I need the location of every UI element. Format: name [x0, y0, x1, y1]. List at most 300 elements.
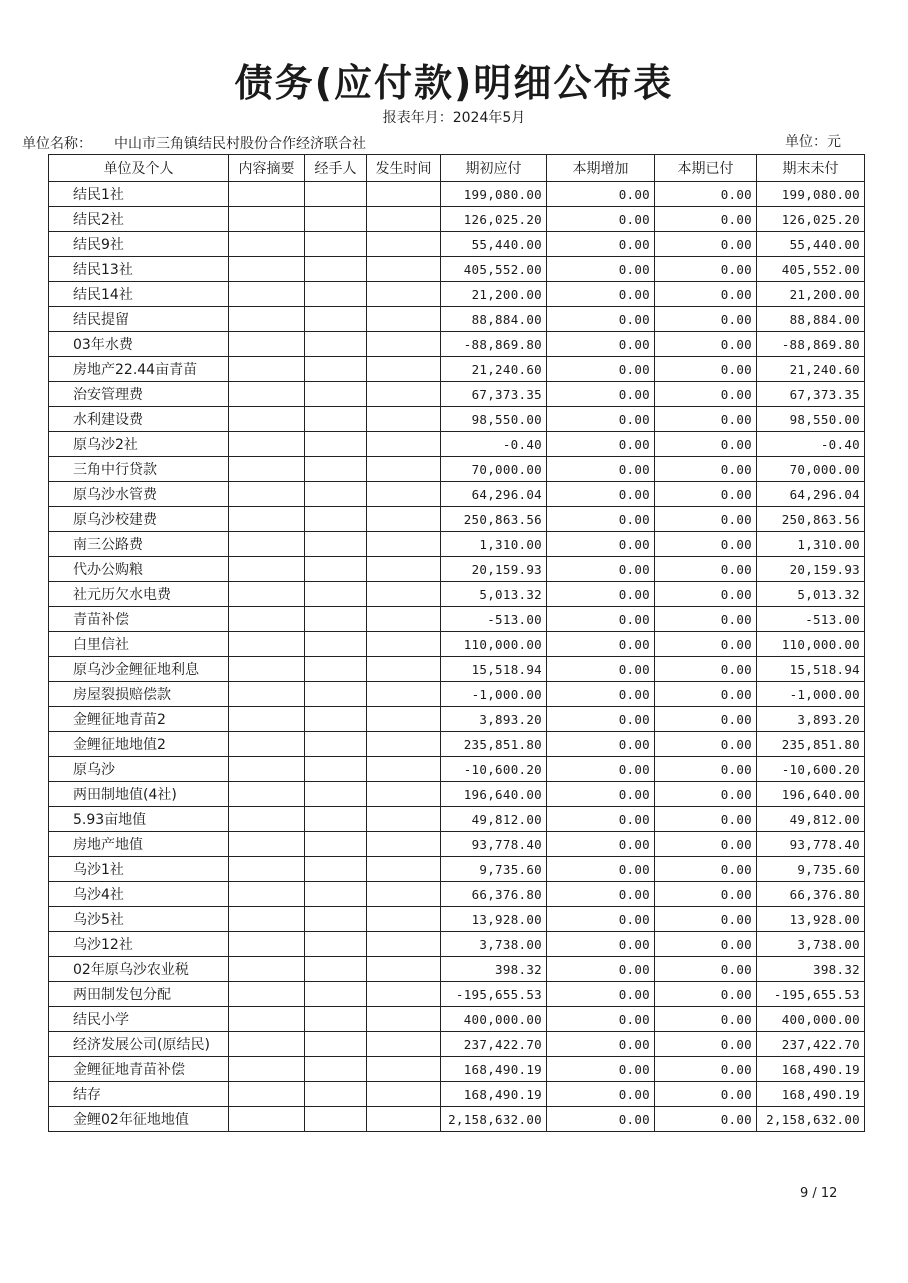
cell-paid: 0.00 — [655, 1107, 757, 1132]
cell-paid: 0.00 — [655, 932, 757, 957]
cell-closing: 110,000.00 — [757, 632, 865, 657]
cell-handler — [305, 1107, 367, 1132]
cell-paid: 0.00 — [655, 557, 757, 582]
table-row — [49, 332, 865, 357]
cell-opening: 20,159.93 — [441, 557, 547, 582]
cell-opening: -88,869.80 — [441, 332, 547, 357]
cell-closing: 126,025.20 — [757, 207, 865, 232]
cell-summary — [229, 257, 305, 282]
cell-paid: 0.00 — [655, 882, 757, 907]
cell-date — [367, 257, 441, 282]
cell-summary — [229, 207, 305, 232]
cell-closing: -88,869.80 — [757, 332, 865, 357]
cell-paid: 0.00 — [655, 1032, 757, 1057]
cell-paid: 0.00 — [655, 207, 757, 232]
cell-paid: 0.00 — [655, 1007, 757, 1032]
cell-handler — [305, 1082, 367, 1107]
cell-summary — [229, 482, 305, 507]
cell-entity: 金鲤征地地值2 — [49, 732, 229, 757]
cell-paid: 0.00 — [655, 982, 757, 1007]
cell-summary — [229, 457, 305, 482]
cell-added: 0.00 — [547, 232, 655, 257]
cell-entity: 乌沙5社 — [49, 907, 229, 932]
cell-summary — [229, 382, 305, 407]
cell-opening: 15,518.94 — [441, 657, 547, 682]
cell-summary — [229, 757, 305, 782]
cell-summary — [229, 182, 305, 207]
cell-paid: 0.00 — [655, 332, 757, 357]
cell-added: 0.00 — [547, 407, 655, 432]
cell-entity: 结民1社 — [49, 182, 229, 207]
cell-closing: 168,490.19 — [757, 1057, 865, 1082]
cell-opening: -513.00 — [441, 607, 547, 632]
cell-added: 0.00 — [547, 557, 655, 582]
cell-added: 0.00 — [547, 782, 655, 807]
cell-handler — [305, 532, 367, 557]
cell-closing: 21,200.00 — [757, 282, 865, 307]
cell-summary — [229, 857, 305, 882]
cell-entity: 原乌沙2社 — [49, 432, 229, 457]
cell-entity: 房屋裂损赔偿款 — [49, 682, 229, 707]
table-row — [49, 707, 865, 732]
cell-paid: 0.00 — [655, 757, 757, 782]
cell-opening: -10,600.20 — [441, 757, 547, 782]
report-period: 报表年月：2024年5月 — [382, 110, 526, 126]
table-row — [49, 1007, 865, 1032]
cell-closing: -513.00 — [757, 607, 865, 632]
cell-entity: 水利建设费 — [49, 407, 229, 432]
cell-opening: 49,812.00 — [441, 807, 547, 832]
cell-date — [367, 557, 441, 582]
cell-entity: 结民13社 — [49, 257, 229, 282]
cell-added: 0.00 — [547, 607, 655, 632]
page-number: 9 / 12 — [800, 1186, 838, 1201]
table-row — [49, 382, 865, 407]
cell-summary — [229, 632, 305, 657]
cell-opening: 199,080.00 — [441, 182, 547, 207]
cell-opening: 98,550.00 — [441, 407, 547, 432]
cell-date — [367, 907, 441, 932]
cell-paid: 0.00 — [655, 582, 757, 607]
cell-date — [367, 732, 441, 757]
cell-handler — [305, 732, 367, 757]
cell-closing: 3,893.20 — [757, 707, 865, 732]
cell-opening: 3,738.00 — [441, 932, 547, 957]
cell-entity: 金鲤02年征地地值 — [49, 1107, 229, 1132]
cell-added: 0.00 — [547, 657, 655, 682]
cell-closing: 250,863.56 — [757, 507, 865, 532]
cell-summary — [229, 882, 305, 907]
cell-opening: 168,490.19 — [441, 1082, 547, 1107]
cell-closing: 5,013.32 — [757, 582, 865, 607]
cell-paid: 0.00 — [655, 1057, 757, 1082]
cell-summary — [229, 1032, 305, 1057]
cell-handler — [305, 807, 367, 832]
table-row — [49, 932, 865, 957]
cell-opening: 66,376.80 — [441, 882, 547, 907]
table-row — [49, 1107, 865, 1132]
cell-date — [367, 1082, 441, 1107]
cell-handler — [305, 857, 367, 882]
cell-entity: 两田制地值(4社) — [49, 782, 229, 807]
cell-paid: 0.00 — [655, 182, 757, 207]
cell-paid: 0.00 — [655, 657, 757, 682]
table-row — [49, 357, 865, 382]
cell-opening: 2,158,632.00 — [441, 1107, 547, 1132]
cell-added: 0.00 — [547, 807, 655, 832]
cell-entity: 治安管理费 — [49, 382, 229, 407]
cell-added: 0.00 — [547, 857, 655, 882]
cell-summary — [229, 532, 305, 557]
table-row — [49, 407, 865, 432]
cell-handler — [305, 507, 367, 532]
cell-closing: 405,552.00 — [757, 257, 865, 282]
cell-paid: 0.00 — [655, 807, 757, 832]
cell-opening: 70,000.00 — [441, 457, 547, 482]
cell-added: 0.00 — [547, 632, 655, 657]
cell-summary — [229, 732, 305, 757]
cell-entity: 经济发展公司(原结民) — [49, 1032, 229, 1057]
cell-date — [367, 707, 441, 732]
cell-opening: 250,863.56 — [441, 507, 547, 532]
cell-date — [367, 982, 441, 1007]
cell-paid: 0.00 — [655, 732, 757, 757]
cell-handler — [305, 382, 367, 407]
table-row — [49, 532, 865, 557]
cell-closing: 20,159.93 — [757, 557, 865, 582]
table-row — [49, 282, 865, 307]
cell-opening: 5,013.32 — [441, 582, 547, 607]
cell-entity: 结存 — [49, 1082, 229, 1107]
cell-added: 0.00 — [547, 957, 655, 982]
cell-closing: 1,310.00 — [757, 532, 865, 557]
cell-date — [367, 207, 441, 232]
cell-summary — [229, 307, 305, 332]
table-row — [49, 582, 865, 607]
cell-opening: 110,000.00 — [441, 632, 547, 657]
cell-opening: 398.32 — [441, 957, 547, 982]
table-row — [49, 232, 865, 257]
cell-closing: 93,778.40 — [757, 832, 865, 857]
cell-handler — [305, 1057, 367, 1082]
cell-entity: 原乌沙水管费 — [49, 482, 229, 507]
cell-summary — [229, 1082, 305, 1107]
table-header-row — [49, 155, 865, 182]
cell-summary — [229, 707, 305, 732]
cell-added: 0.00 — [547, 907, 655, 932]
table-row — [49, 682, 865, 707]
cell-handler — [305, 432, 367, 457]
cell-handler — [305, 332, 367, 357]
cell-paid: 0.00 — [655, 407, 757, 432]
cell-opening: 88,884.00 — [441, 307, 547, 332]
table-row — [49, 857, 865, 882]
unit-name-label: 单位名称： — [22, 136, 92, 152]
table-row — [49, 507, 865, 532]
cell-summary — [229, 582, 305, 607]
cell-opening: 67,373.35 — [441, 382, 547, 407]
cell-added: 0.00 — [547, 1057, 655, 1082]
cell-summary — [229, 1057, 305, 1082]
cell-added: 0.00 — [547, 482, 655, 507]
cell-summary — [229, 982, 305, 1007]
cell-entity: 5.93亩地值 — [49, 807, 229, 832]
cell-date — [367, 332, 441, 357]
cell-paid: 0.00 — [655, 1082, 757, 1107]
unit-name-line — [22, 133, 366, 153]
cell-closing: 70,000.00 — [757, 457, 865, 482]
table-row — [49, 607, 865, 632]
cell-handler — [305, 282, 367, 307]
cell-date — [367, 282, 441, 307]
cell-entity: 青苗补偿 — [49, 607, 229, 632]
cell-date — [367, 457, 441, 482]
cell-entity: 乌沙4社 — [49, 882, 229, 907]
cell-paid: 0.00 — [655, 307, 757, 332]
cell-date — [367, 657, 441, 682]
cell-date — [367, 1057, 441, 1082]
cell-entity: 三角中行贷款 — [49, 457, 229, 482]
cell-paid: 0.00 — [655, 382, 757, 407]
column-header-handler: 经手人 — [305, 155, 367, 182]
table-row — [49, 482, 865, 507]
cell-closing: 64,296.04 — [757, 482, 865, 507]
column-header-date: 发生时间 — [367, 155, 441, 182]
cell-closing: 9,735.60 — [757, 857, 865, 882]
cell-closing: 196,640.00 — [757, 782, 865, 807]
column-header-paid: 本期已付 — [655, 155, 757, 182]
cell-entity: 结民小学 — [49, 1007, 229, 1032]
cell-opening: -1,000.00 — [441, 682, 547, 707]
cell-paid: 0.00 — [655, 682, 757, 707]
cell-entity: 结民14社 — [49, 282, 229, 307]
cell-opening: 126,025.20 — [441, 207, 547, 232]
cell-paid: 0.00 — [655, 432, 757, 457]
cell-opening: 1,310.00 — [441, 532, 547, 557]
cell-closing: 2,158,632.00 — [757, 1107, 865, 1132]
cell-added: 0.00 — [547, 757, 655, 782]
cell-closing: 55,440.00 — [757, 232, 865, 257]
cell-date — [367, 857, 441, 882]
cell-closing: 66,376.80 — [757, 882, 865, 907]
cell-handler — [305, 707, 367, 732]
cell-date — [367, 532, 441, 557]
cell-summary — [229, 932, 305, 957]
cell-date — [367, 607, 441, 632]
cell-added: 0.00 — [547, 1007, 655, 1032]
cell-added: 0.00 — [547, 257, 655, 282]
cell-handler — [305, 932, 367, 957]
cell-entity: 社元历欠水电费 — [49, 582, 229, 607]
cell-date — [367, 632, 441, 657]
cell-paid: 0.00 — [655, 957, 757, 982]
unit-name-value: 中山市三角镇结民村股份合作经济联合社 — [114, 136, 366, 152]
cell-handler — [305, 1007, 367, 1032]
column-header-entity: 单位及个人 — [49, 155, 229, 182]
cell-handler — [305, 657, 367, 682]
cell-paid: 0.00 — [655, 357, 757, 382]
cell-handler — [305, 407, 367, 432]
cell-added: 0.00 — [547, 982, 655, 1007]
cell-entity: 03年水费 — [49, 332, 229, 357]
table-row — [49, 1032, 865, 1057]
cell-entity: 原乌沙 — [49, 757, 229, 782]
cell-added: 0.00 — [547, 357, 655, 382]
cell-closing: 398.32 — [757, 957, 865, 982]
cell-added: 0.00 — [547, 382, 655, 407]
cell-entity: 金鲤征地青苗补偿 — [49, 1057, 229, 1082]
cell-entity: 代办公购粮 — [49, 557, 229, 582]
cell-handler — [305, 257, 367, 282]
cell-paid: 0.00 — [655, 607, 757, 632]
cell-paid: 0.00 — [655, 632, 757, 657]
cell-handler — [305, 1032, 367, 1057]
cell-paid: 0.00 — [655, 707, 757, 732]
cell-date — [367, 432, 441, 457]
cell-closing: 13,928.00 — [757, 907, 865, 932]
table-row — [49, 982, 865, 1007]
cell-closing: -195,655.53 — [757, 982, 865, 1007]
cell-date — [367, 582, 441, 607]
table-row — [49, 882, 865, 907]
cell-closing: 67,373.35 — [757, 382, 865, 407]
cell-entity: 房地产22.44亩青苗 — [49, 357, 229, 382]
cell-handler — [305, 957, 367, 982]
cell-closing: 98,550.00 — [757, 407, 865, 432]
cell-opening: 55,440.00 — [441, 232, 547, 257]
cell-handler — [305, 907, 367, 932]
cell-added: 0.00 — [547, 732, 655, 757]
table-row — [49, 957, 865, 982]
table-row — [49, 1082, 865, 1107]
cell-added: 0.00 — [547, 932, 655, 957]
cell-summary — [229, 957, 305, 982]
cell-paid: 0.00 — [655, 232, 757, 257]
cell-date — [367, 882, 441, 907]
cell-handler — [305, 207, 367, 232]
table-row — [49, 807, 865, 832]
cell-added: 0.00 — [547, 332, 655, 357]
cell-added: 0.00 — [547, 432, 655, 457]
cell-handler — [305, 307, 367, 332]
cell-handler — [305, 757, 367, 782]
cell-summary — [229, 807, 305, 832]
table-row — [49, 257, 865, 282]
cell-summary — [229, 607, 305, 632]
cell-paid: 0.00 — [655, 257, 757, 282]
cell-paid: 0.00 — [655, 782, 757, 807]
cell-date — [367, 932, 441, 957]
cell-summary — [229, 332, 305, 357]
cell-handler — [305, 457, 367, 482]
column-header-summary: 内容摘要 — [229, 155, 305, 182]
cell-closing: 400,000.00 — [757, 1007, 865, 1032]
cell-opening: 168,490.19 — [441, 1057, 547, 1082]
table-row — [49, 907, 865, 932]
cell-closing: -1,000.00 — [757, 682, 865, 707]
cell-added: 0.00 — [547, 207, 655, 232]
cell-opening: -0.40 — [441, 432, 547, 457]
table-row — [49, 782, 865, 807]
cell-closing: -10,600.20 — [757, 757, 865, 782]
cell-opening: 21,200.00 — [441, 282, 547, 307]
cell-closing: 15,518.94 — [757, 657, 865, 682]
cell-handler — [305, 982, 367, 1007]
column-header-closing: 期末未付 — [757, 155, 865, 182]
cell-date — [367, 232, 441, 257]
cell-closing: 237,422.70 — [757, 1032, 865, 1057]
cell-entity: 金鲤征地青苗2 — [49, 707, 229, 732]
table-row — [49, 207, 865, 232]
cell-added: 0.00 — [547, 707, 655, 732]
cell-opening: 9,735.60 — [441, 857, 547, 882]
cell-paid: 0.00 — [655, 482, 757, 507]
cell-opening: 3,893.20 — [441, 707, 547, 732]
cell-date — [367, 357, 441, 382]
cell-summary — [229, 832, 305, 857]
cell-closing: 199,080.00 — [757, 182, 865, 207]
cell-handler — [305, 832, 367, 857]
cell-opening: 21,240.60 — [441, 357, 547, 382]
cell-closing: 3,738.00 — [757, 932, 865, 957]
cell-entity: 房地产地值 — [49, 832, 229, 857]
cell-summary — [229, 407, 305, 432]
cell-date — [367, 757, 441, 782]
cell-closing: 21,240.60 — [757, 357, 865, 382]
cell-handler — [305, 357, 367, 382]
cell-summary — [229, 557, 305, 582]
table-row — [49, 732, 865, 757]
cell-opening: 235,851.80 — [441, 732, 547, 757]
cell-entity: 两田制发包分配 — [49, 982, 229, 1007]
cell-opening: 13,928.00 — [441, 907, 547, 932]
payables-table — [48, 154, 865, 1132]
cell-date — [367, 507, 441, 532]
column-header-added: 本期增加 — [547, 155, 655, 182]
cell-handler — [305, 632, 367, 657]
table-row — [49, 632, 865, 657]
cell-opening: 405,552.00 — [441, 257, 547, 282]
cell-closing: 49,812.00 — [757, 807, 865, 832]
cell-summary — [229, 282, 305, 307]
cell-opening: 64,296.04 — [441, 482, 547, 507]
cell-date — [367, 1107, 441, 1132]
cell-handler — [305, 682, 367, 707]
cell-entity: 乌沙12社 — [49, 932, 229, 957]
cell-summary — [229, 357, 305, 382]
cell-entity: 结民提留 — [49, 307, 229, 332]
cell-entity: 结民2社 — [49, 207, 229, 232]
cell-entity: 南三公路费 — [49, 532, 229, 557]
cell-date — [367, 382, 441, 407]
cell-paid: 0.00 — [655, 857, 757, 882]
cell-handler — [305, 607, 367, 632]
cell-summary — [229, 782, 305, 807]
cell-entity: 原乌沙校建费 — [49, 507, 229, 532]
table-row — [49, 457, 865, 482]
table-row — [49, 432, 865, 457]
cell-added: 0.00 — [547, 532, 655, 557]
cell-added: 0.00 — [547, 582, 655, 607]
cell-handler — [305, 882, 367, 907]
cell-handler — [305, 182, 367, 207]
cell-summary — [229, 1007, 305, 1032]
cell-added: 0.00 — [547, 682, 655, 707]
cell-paid: 0.00 — [655, 532, 757, 557]
cell-opening: 237,422.70 — [441, 1032, 547, 1057]
cell-added: 0.00 — [547, 457, 655, 482]
table-row — [49, 832, 865, 857]
